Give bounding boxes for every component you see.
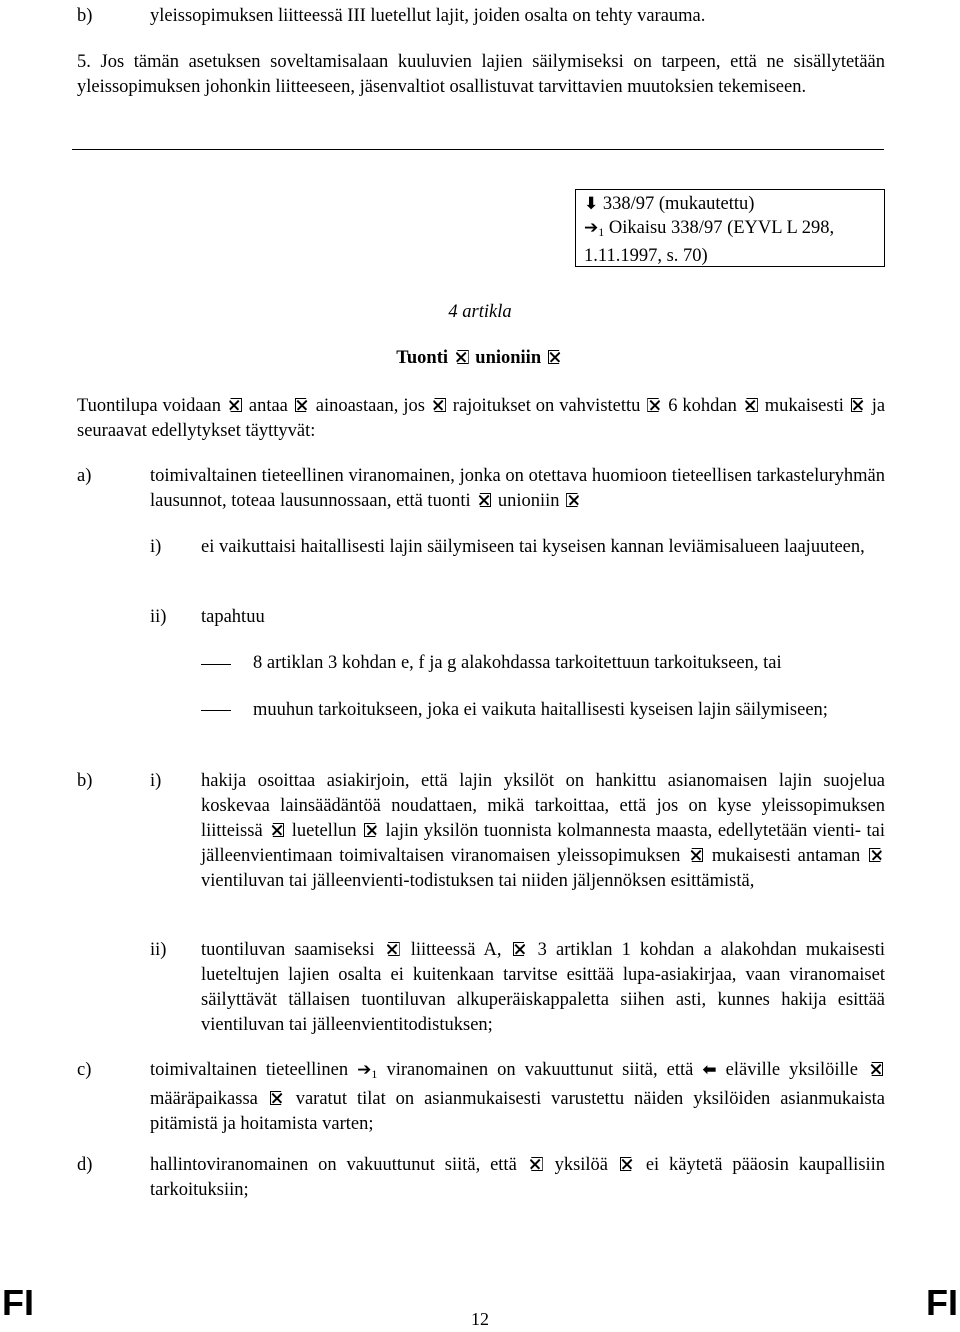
item-b-label: b) [77,6,93,26]
reference-line-1: ⬇ 338/97 (mukautettu) [584,194,755,214]
arrow-right-icon: ➔ [584,218,599,238]
intro-paragraph: Tuontilupa voidaan antaa ainoastaan, jos rajoitukset on vahvistettu 6 kohdan mukaisesti ja seuraavat edellytykset täyttyvät: [77,396,886,441]
insertion-end-icon [620,1157,634,1171]
paragraph-5: 5. Jos tämän asetuksen soveltamisalaan kuuluvien lajien säilymiseksi on tarpeen, että ne sisällytetään yleissopimuksen johonkin liitteeseen, jäsenvaltiot osallistuvat tarvittavien muutoksien tekemiseen. [77,52,885,97]
insertion-end-icon [295,398,309,412]
insertion-end-icon [513,942,527,956]
insertion-start-icon [386,942,400,956]
insertion-end-icon [364,823,378,837]
item-a-label: a) [77,466,92,486]
page-number: 12 [471,1309,489,1329]
reference-box [575,189,885,267]
insertion-start-icon [744,398,758,412]
insertion-end-icon [270,1091,284,1105]
arrow-right-icon: ➔ [357,1060,372,1080]
item-b2-label: b) [77,771,93,791]
insertion-start-icon [432,398,446,412]
insertion-start-icon [869,1062,883,1076]
item-b-text: yleissopimuksen liitteessä III luetellut lajit, joiden osalta on tehty varauma. [150,6,706,26]
arrow-down-icon: ⬇ [584,194,599,214]
item-a-ii-label: ii) [150,607,167,627]
item-c-text: toimivaltainen tieteellinen $➔_1$ viranomainen on vakuuttunut siitä, että ⬅ eläville yksilöille määräpaikassa varatut tilat on asianmukaisesti varustettu näiden yksilöiden asianmukaista pitämistä ja hoitamista varten; [150,1060,886,1134]
insertion-start-icon [689,848,703,862]
arrow-left-icon: ⬅ [702,1060,717,1080]
insertion-end-icon [566,493,580,507]
insertion-start-icon [529,1157,543,1171]
article-title: Tuonti unioniin [0,346,960,371]
item-a-i-text: ei vaikuttaisi haitallisesti lajin säilymiseen tai kyseisen kannan leviämisalueen laajuuteen, [201,537,865,557]
insertion-start-icon [477,493,491,507]
insertion-start-icon [455,350,469,364]
dash-item-1: 8 artiklan 3 kohdan e, f ja g alakohdassa tarkoitettuun tarkoitukseen, tai [253,653,782,673]
insertion-start-icon [228,398,242,412]
footer-language-left: FI [2,1282,34,1323]
insertion-end-icon [647,398,661,412]
dash-bullet [201,664,231,665]
insertion-end-icon [548,350,562,364]
item-b-i-label: i) [150,771,162,791]
reference-line-2: $➔_1$ Oikaisu 338/97 (EYVL L 298, [584,218,835,239]
insertion-end-icon [869,848,883,862]
article-number: 4 artikla [448,302,512,322]
item-c-label: c) [77,1060,92,1080]
dash-item-2: muuhun tarkoitukseen, joka ei vaikuta haitallisesti kyseisen lajin säilymiseen; [253,700,828,720]
item-a-text: toimivaltainen tieteellinen viranomainen, jonka on otettava huomioon tieteellisen tarkasteluryhmän lausunnot, toteaa lausunnossaan, että tuonti unioniin [150,466,885,511]
dash-bullet [201,710,231,711]
footer-language-right: FI [926,1282,958,1323]
item-a-i-label: i) [150,537,162,557]
insertion-start-icon [270,823,284,837]
item-b-ii-label: ii) [150,940,167,960]
item-a-ii-text: tapahtuu [201,607,265,627]
item-b-ii-text: tuontiluvan saamiseksi liitteessä A, 3 artiklan 1 kohdan a alakohdan mukaisesti lueteltujen lajien osalta ei kuitenkaan tarvitse esittää lupa-asiakirjaa, vaan viranomaiset säilyttävät tällaisen tuontiluvan alkuperäiskappaletta siihen asti, kunnes hakija esittää vientiluvan tai jälleenvientitodistuksen; [201,940,886,1035]
reference-line-3: 1.11.1997, s. 70) [584,246,708,266]
item-d-text: hallintoviranomainen on vakuuttunut siitä, että yksilöä ei käytetä pääosin kaupallisiin tarkoituksiin; [150,1155,886,1200]
item-d-label: d) [77,1155,93,1175]
separator-rule [72,149,884,150]
insertion-end-icon [851,398,865,412]
item-b-i-text: hakija osoittaa asiakirjoin, että lajin yksilöt on hankittu asianomaisen lajin suojelua koskevaa lainsäädäntöä noudattaen, mikä tarkoittaa, että jos on kyse yleissopimuksen liitteissä luetellun lajin yksilön tuonnista kolmannesta maasta, edellytetään vienti- tai jälleenvientimaan toimivaltaisen viranomaisen yleissopimuksen mukaisesti antaman vientiluvan tai jälleenvienti-todistuksen tai niiden jäljennöksen esittämistä, [201,771,886,891]
